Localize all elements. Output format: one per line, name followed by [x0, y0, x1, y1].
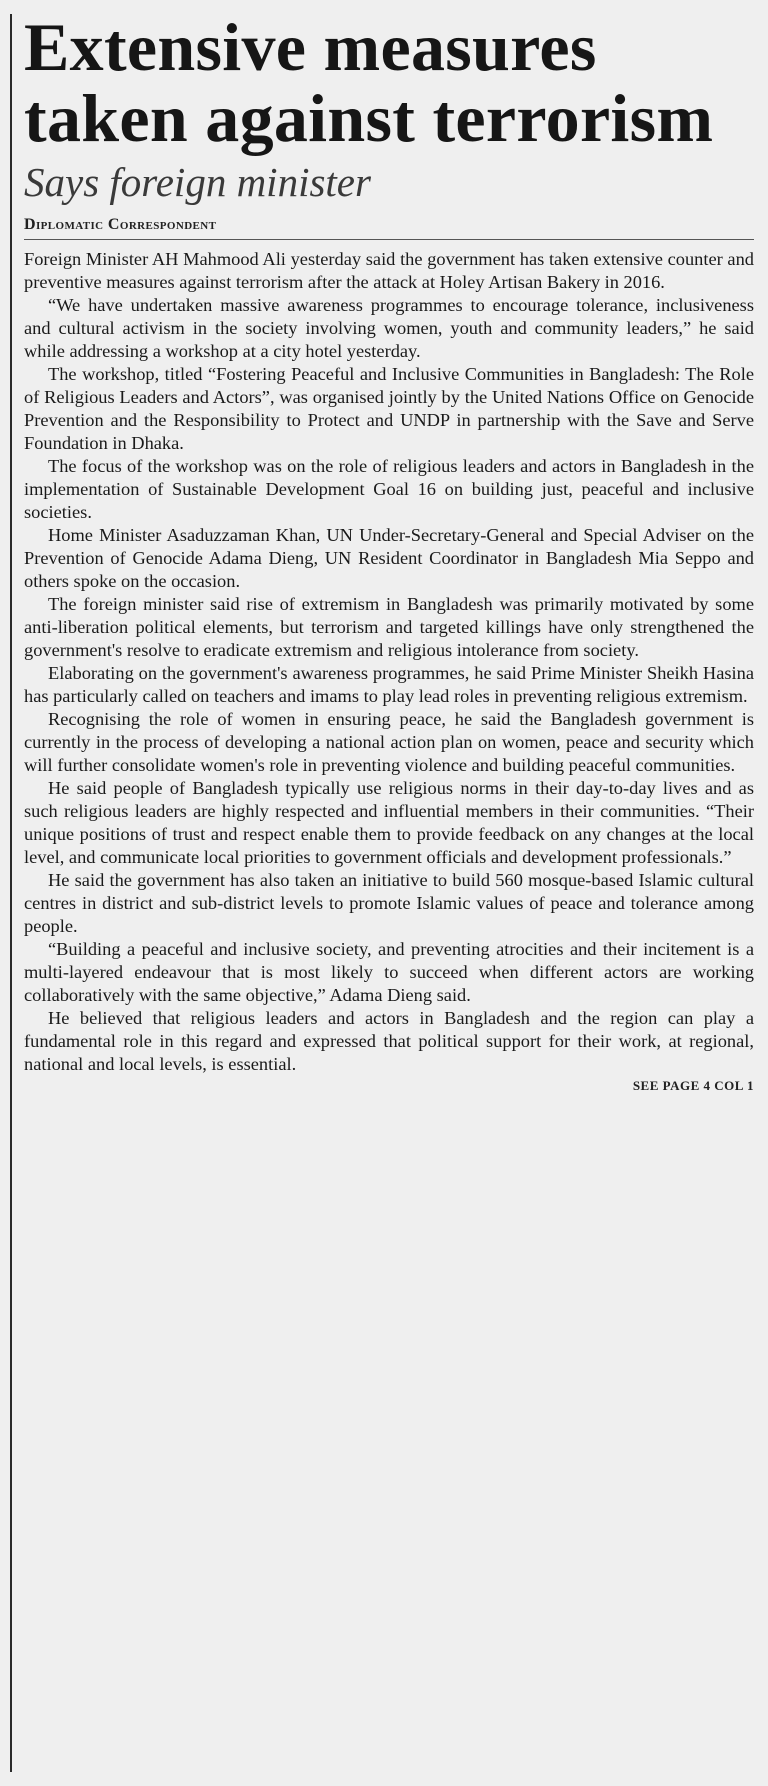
- article-body: [24, 248, 754, 1076]
- byline: Diplomatic Correspondent: [24, 216, 754, 240]
- paragraph: Recognising the role of women in ensuring peace, he said the Bangladesh government is currently in the process of developing a national action plan on women, peace and security which will further consolidate women's role in preventing violence and building peaceful communities.: [24, 709, 754, 775]
- headline: Extensive measures taken against terrorism: [24, 9, 714, 156]
- column-rule: [10, 14, 12, 1772]
- continuation-note: SEE PAGE 4 COL 1: [632, 1078, 754, 1093]
- paragraph: He said the government has also taken an initiative to build 560 mosque-based Islamic cultural centres in district and sub-district levels to promote Islamic values of peace and tolerance among people.: [24, 870, 754, 936]
- paragraph: “We have undertaken massive awareness programmes to encourage tolerance, inclusiveness and cultural activism in the society involving women, youth and community leaders,” he said while addressing a workshop at a city hotel yesterday.: [24, 295, 754, 361]
- paragraph: Home Minister Asaduzzaman Khan, UN Under-Secretary-General and Special Adviser on the Prevention of Genocide Adama Dieng, UN Resident Coordinator in Bangladesh Mia Seppo and others spoke on the occasion.: [24, 525, 754, 591]
- paragraph: The focus of the workshop was on the role of religious leaders and actors in Bangladesh in the implementation of Sustainable Development Goal 16 on building just, peaceful and inclusive societies.: [24, 456, 754, 522]
- paragraph: The workshop, titled “Fostering Peaceful and Inclusive Communities in Bangladesh: The Role of Religious Leaders and Actors”, was organised jointly by the United Nations Office on Genocide Prevention and the Responsibility to Protect and UNDP in partnership with the Save and Serve Foundation in Dhaka.: [24, 364, 754, 453]
- paragraph: He believed that religious leaders and actors in Bangladesh and the region can play a fundamental role in this regard and expressed that political support for their work, at regional, national and local levels, is essential.: [24, 1008, 754, 1074]
- paragraph: The foreign minister said rise of extremism in Bangladesh was primarily motivated by some anti-liberation political elements, but terrorism and targeted killings have only strengthened the government's resolve to eradicate extremism and religious intolerance from society.: [24, 594, 754, 660]
- paragraph: Foreign Minister AH Mahmood Ali yesterday said the government has taken extensive counter and preventive measures against terrorism after the attack at Holey Artisan Bakery in 2016.: [24, 249, 754, 292]
- paragraph: “Building a peaceful and inclusive society, and preventing atrocities and their incitement is a multi-layered endeavour that is most likely to succeed when different actors are working collaboratively with the same objective,” Adama Dieng said.: [24, 939, 754, 1005]
- subheadline: Says foreign minister: [24, 159, 371, 205]
- paragraph: Elaborating on the government's awareness programmes, he said Prime Minister Sheikh Hasina has particularly called on teachers and imams to play lead roles in preventing religious extremism.: [24, 663, 754, 706]
- paragraph: He said people of Bangladesh typically use religious norms in their day-to-day lives and as such religious leaders are highly respected and influential members in their communities. “Their unique positions of trust and respect enable them to provide feedback on any changes at the local level, and communicate local priorities to government officials and development professionals.”: [24, 778, 754, 867]
